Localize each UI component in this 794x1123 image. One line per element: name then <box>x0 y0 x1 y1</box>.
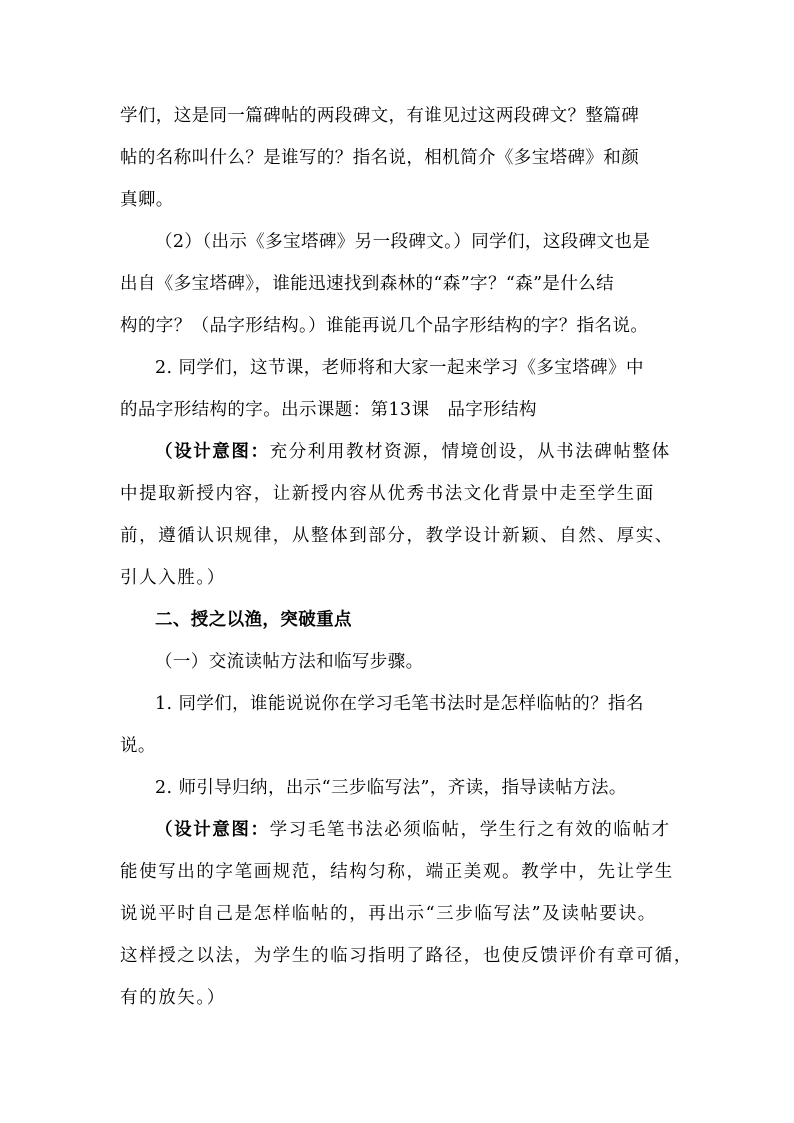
section-heading: 二、授之以渔，突破重点 <box>155 610 352 630</box>
design-intent-line <box>155 818 715 842</box>
design-intent-line <box>155 440 715 464</box>
design-intent-line: 引人入胜。） <box>120 568 226 588</box>
paragraph-line: 帖的名称叫什么？是谁写的？指名说，相机简介《多宝塔碑》和颜 <box>120 148 640 168</box>
design-intent-line: 这样授之以法，为学生的临习指明了路径，也使反馈评价有章可循， <box>120 946 693 966</box>
design-intent-line: 中提取新授内容，让新授内容从优秀书法文化背景中走至学生面 <box>120 484 655 504</box>
paragraph-line: 说。 <box>120 736 156 756</box>
paragraph-line: （2）（出示《多宝塔碑》另一段碑文。）同学们，这段碑文也是 <box>155 232 651 252</box>
paragraph-line: 真卿。 <box>120 190 174 210</box>
design-intent-line: 前，遵循认识规律，从整体到部分，教学设计新颖、自然、厚实、 <box>120 526 674 546</box>
paragraph-line: 构的字？（品字形结构。）谁能再说几个品字形结构的字？指名说。 <box>120 316 649 336</box>
paragraph-line: 学们，这是同一篇碑帖的两段碑文，有谁见过这两段碑文？整篇碑 <box>120 106 640 126</box>
paragraph-line: 出自《多宝塔碑》，谁能迅速找到森林的“森”字？“森”是什么结 <box>120 274 615 294</box>
design-intent-label: （设计意图： <box>155 442 270 462</box>
design-intent-text: 充分利用教材资源，情境创设，从书法碑帖整体 <box>269 442 671 462</box>
design-intent-text: 学习毛笔书法必须临帖，学生行之有效的临帖才 <box>269 820 671 840</box>
design-intent-line: 有的放矢。） <box>120 988 226 1008</box>
paragraph-line: 2. 同学们，这节课，老师将和大家一起来学习《多宝塔碑》中 <box>155 358 644 378</box>
design-intent-label: （设计意图： <box>155 820 270 840</box>
design-intent-line: 能使写出的字笔画规范，结构匀称，端正美观。教学中，先让学生 <box>120 862 674 882</box>
paragraph-line: 的品字形结构的字。出示课题：第13课 品字形结构 <box>120 400 537 420</box>
paragraph-line: 2. 师引导归纳，出示“三步临写法”，齐读，指导读帖方法。 <box>155 778 627 798</box>
paragraph-line: 1. 同学们，谁能说说你在学习毛笔书法时是怎样临帖的？指名 <box>155 694 644 714</box>
subsection-heading: （一）交流读帖方法和临写步骤。 <box>155 652 424 672</box>
design-intent-line: 说说平时自己是怎样临帖的，再出示“三步临写法”及读帖要诀。 <box>120 904 657 924</box>
